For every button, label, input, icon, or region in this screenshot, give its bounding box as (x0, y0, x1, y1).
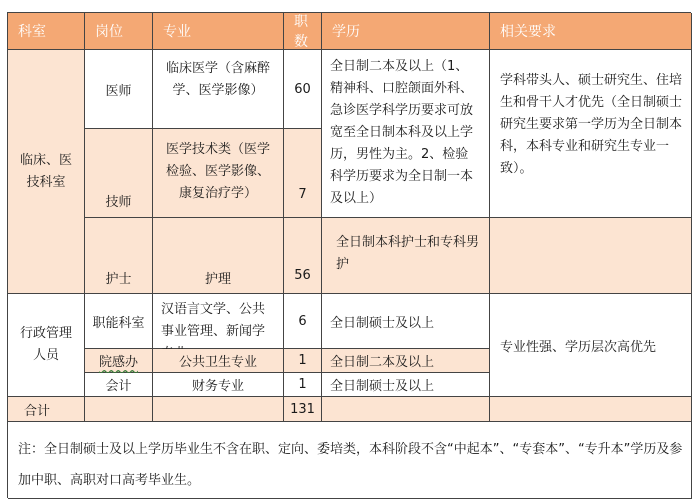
header-dept: 科室 (8, 13, 85, 50)
header-requirements: 相关要求 (490, 13, 692, 50)
req-clinical: 学科带头人、硕士研究生、住培生和骨干人才优先（全日制硕士研究生要求第一学历为全日制本科，本科专业和研究生专业一致）。 (490, 50, 692, 218)
recruitment-table (7, 12, 691, 498)
edu-functional: 全日制硕士及以上 (322, 294, 490, 349)
count-infection: 1 (284, 349, 322, 373)
req-nurse-empty (490, 218, 692, 294)
header-major: 专业 (153, 13, 284, 50)
count-nurse: 56 (284, 218, 322, 294)
header-position: 岗位 (85, 13, 153, 50)
position-infection: 院感办 (85, 349, 153, 373)
major-accountant: 财务专业 (153, 373, 284, 397)
count-doctor: 60 (284, 50, 322, 129)
header-education: 学历 (322, 13, 490, 50)
dept-clinical: 临床、医技科室 (8, 50, 85, 294)
count-technician: 7 (284, 129, 322, 218)
major-technician: 医学技术类（医学检验、医学影像、康复治疗学） (153, 129, 284, 218)
major-infection: 公共卫生专业 (153, 349, 284, 373)
count-accountant: 1 (284, 373, 322, 397)
position-doctor: 医师 (85, 50, 153, 129)
dept-admin: 行政管理人员 (8, 294, 85, 397)
edu-clinical-main: 全日制二本及以上（1、精神科、口腔颌面外科、急诊医学科学历要求可放宽至全日制本科及以上学历，男性为主。2、检验科学历要求为全日制一本及以上） (322, 50, 490, 218)
major-functional: 汉语言文学、公共事业管理、新闻学 (153, 294, 284, 349)
total-label: 合计 (8, 397, 85, 422)
count-functional: 6 (284, 294, 322, 349)
total-count: 131 (284, 397, 322, 422)
edu-nurse: 全日制本科护士和专科男护 (322, 218, 490, 294)
position-nurse: 护士 (85, 218, 153, 294)
major-nurse: 护理 (153, 218, 284, 294)
req-admin: 专业性强、学历层次高优先 (490, 294, 692, 397)
note-text: 注：全日制硕士及以上学历毕业生不含在职、定向、委培类，本科阶段不含“中起本”、“专套本”、“专升本”学历及参加中职、高职对口高考毕业生。 (18, 442, 683, 488)
total-major-empty (153, 397, 284, 422)
edu-infection: 全日制二本及以上 (322, 349, 490, 373)
edu-accountant: 全日制硕士及以上 (322, 373, 490, 397)
total-edu-empty (322, 397, 490, 422)
total-position-empty (85, 397, 153, 422)
major-doctor: 临床医学（含麻醉学、医学影像） (153, 50, 284, 129)
total-req-empty (490, 397, 692, 422)
note-row (8, 422, 692, 499)
position-accountant: 会计 (85, 373, 153, 397)
position-functional: 职能科室 (85, 294, 153, 349)
position-technician: 技师 (85, 129, 153, 218)
header-count: 职数 (284, 13, 322, 50)
